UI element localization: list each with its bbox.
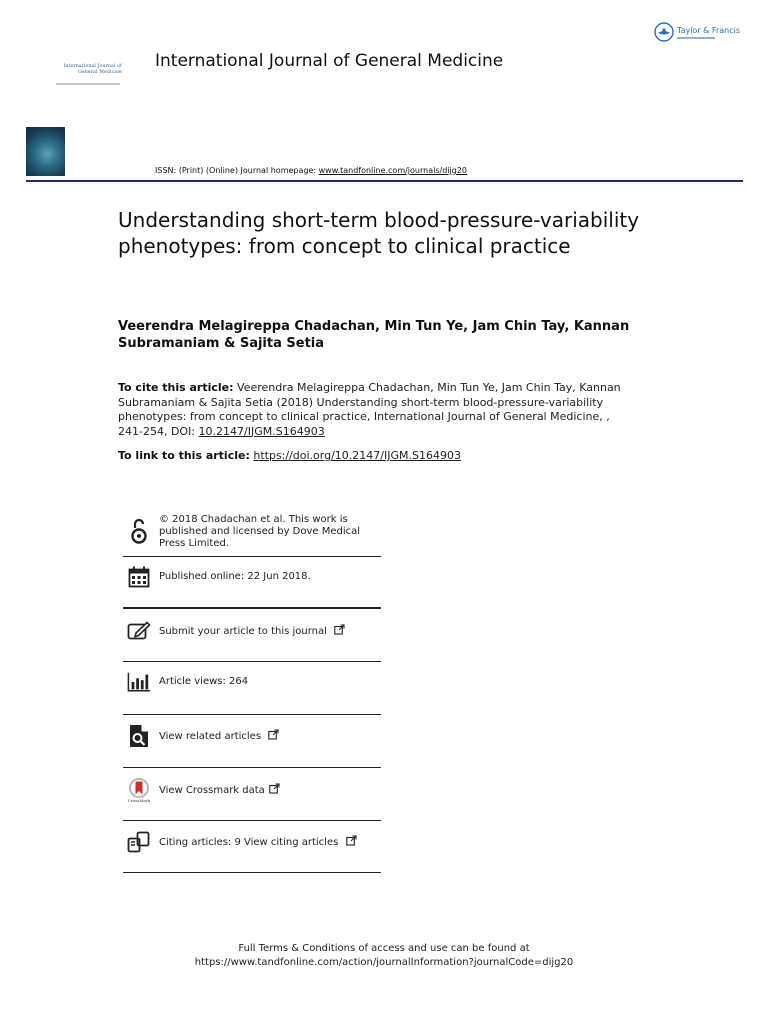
- external-link-icon: [269, 783, 280, 794]
- document-search-icon: [127, 723, 151, 749]
- journal-homepage-link[interactable]: www.tandfonline.com/journals/dijg20: [318, 166, 467, 175]
- publisher-logo[interactable]: [654, 22, 740, 42]
- doi-link[interactable]: 10.2147/IJGM.S164903: [198, 424, 325, 438]
- related-articles-row[interactable]: [123, 722, 381, 750]
- issn-line: [155, 166, 467, 175]
- citation-block: [118, 381, 638, 439]
- article-views: Article views: 264: [159, 676, 249, 687]
- related-articles-label: View related articles: [159, 731, 262, 742]
- article-link-block: [118, 449, 638, 463]
- published-date: Published online: 22 Jun 2018.: [159, 571, 311, 582]
- citing-icon: [127, 829, 151, 855]
- related-articles-link[interactable]: [159, 729, 279, 743]
- journal-logo-line: International Journal of: [63, 64, 122, 69]
- header-rule: [26, 180, 743, 182]
- citing-articles-row[interactable]: [123, 828, 381, 856]
- submit-article-label: Submit your article to this journal: [159, 626, 327, 637]
- journal-logo-fine-print: [56, 83, 120, 85]
- article-views-row: [123, 668, 381, 696]
- license-text: © 2018 Chadachan et al. This work is published and licensed by Dove Medical Press Limited.: [159, 514, 361, 549]
- citation-label: To cite this article:: [118, 381, 234, 394]
- journal-title: International Journal of General Medicine: [155, 51, 504, 71]
- published-row: [123, 563, 381, 591]
- terms-line: Full Terms & Conditions of access and use can be found at: [238, 943, 530, 954]
- article-authors: Veerendra Melagireppa Chadachan, Min Tun Ye, Jam Chin Tay, Kannan Subramaniam & Sajita Setia: [118, 319, 630, 351]
- terms-url[interactable]: https://www.tandfonline.com/action/journalInformation?journalCode=dijg20: [194, 957, 574, 968]
- publisher-subtitle-line: [677, 37, 715, 39]
- divider: [123, 661, 381, 662]
- citation-text: Veerendra Melagireppa Chadachan, Min Tun Ye, Jam Chin Tay, Kannan Subramaniam & Sajita Setia (2018) Understanding short-term blood-pressure-variability phenotypes: from concept to clinical practice, International Journal of General Medicine, , 241-254, DOI:: [118, 381, 621, 438]
- divider: [123, 767, 381, 768]
- publisher-name: Taylor & Francis: [677, 25, 740, 35]
- publisher-logo-icon: [654, 22, 674, 42]
- calendar-icon: [127, 564, 151, 590]
- divider: [123, 556, 381, 557]
- journal-logo-line: General Medicine: [78, 70, 122, 75]
- terms-footer: [0, 942, 768, 970]
- crossmark-logo-text: CrossMark: [127, 797, 151, 803]
- bar-chart-icon: [127, 669, 151, 695]
- edit-icon: [127, 618, 151, 644]
- article-title: Understanding short-term blood-pressure-variability phenotypes: from concept to clinical practice: [118, 208, 640, 258]
- divider: [123, 607, 381, 609]
- journal-logo: [48, 64, 122, 76]
- open-access-row: [123, 510, 381, 554]
- open-access-icon: [127, 519, 151, 545]
- citing-articles-link[interactable]: [159, 835, 357, 849]
- article-doi-url[interactable]: https://doi.org/10.2147/IJGM.S164903: [253, 449, 461, 462]
- external-link-icon: [346, 835, 357, 846]
- external-link-icon: [334, 624, 345, 635]
- crossmark-row[interactable]: [123, 774, 381, 806]
- crossmark-link[interactable]: [159, 783, 280, 797]
- citing-articles-label: Citing articles: 9 View citing articles: [159, 837, 339, 848]
- crossmark-icon: [127, 777, 151, 803]
- divider: [123, 872, 381, 873]
- submit-article-row[interactable]: [123, 617, 381, 645]
- issn-text: ISSN: (Print) (Online) Journal homepage:: [155, 166, 317, 175]
- article-link-label: To link to this article:: [118, 449, 250, 462]
- journal-cover-image: [26, 127, 65, 176]
- divider: [123, 820, 381, 821]
- external-link-icon: [268, 729, 279, 740]
- divider: [123, 714, 381, 715]
- crossmark-label: View Crossmark data: [159, 785, 265, 796]
- submit-article-link[interactable]: [159, 624, 345, 638]
